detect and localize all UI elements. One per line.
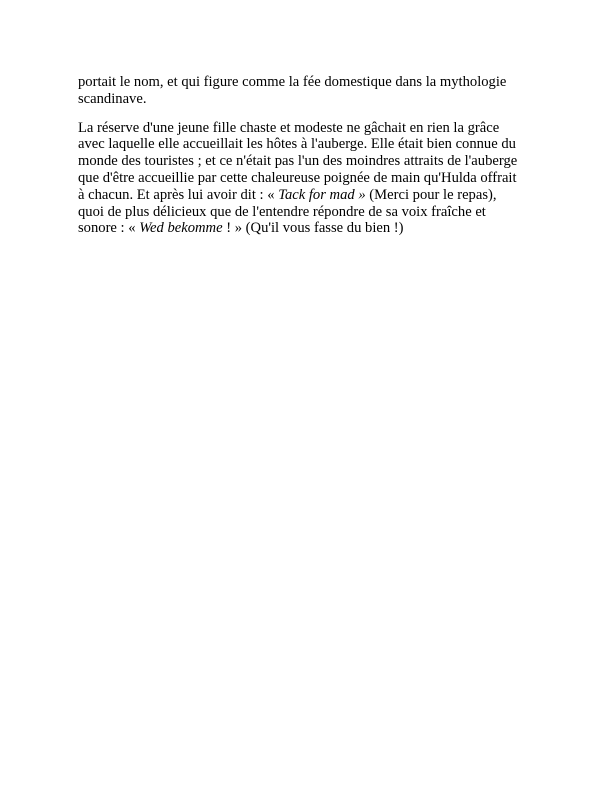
- paragraph-2-line-3: monde des touristes ; et ce n'était pas l'un des moindres attraits de l'auberge: [78, 153, 518, 170]
- paragraph-2-line-7-start: sonore : «: [78, 220, 140, 237]
- paragraph-2-line-5-start: à chacun. Et après lui avoir dit : «: [78, 186, 279, 203]
- paragraph-1: [78, 74, 538, 108]
- paragraph-2-line-7-italic: Wed bekomme: [139, 220, 223, 237]
- paragraph-2-line-5-italic: Tack for mad »: [278, 186, 366, 203]
- paragraph-2-line-1: La réserve d'une jeune fille chaste et modeste ne gâchait en rien la grâce: [78, 119, 500, 136]
- paragraph-2-line-6: quoi de plus délicieux que de l'entendre répondre de sa voix fraîche et: [78, 203, 486, 220]
- paragraph-2: [78, 120, 538, 238]
- paragraph-2-line-2: avec laquelle elle accueillait les hôtes à l'auberge. Elle était bien connue du: [78, 136, 516, 153]
- document-body: [78, 74, 538, 249]
- paragraph-1-line-2: scandinave.: [78, 90, 147, 107]
- paragraph-2-line-7-end: ! » (Qu'il vous fasse du bien !): [222, 220, 404, 237]
- paragraph-2-line-5-end: (Merci pour le repas),: [365, 186, 497, 203]
- paragraph-2-line-4: que d'être accueillie par cette chaleureuse poignée de main qu'Hulda offrait: [78, 169, 517, 186]
- paragraph-1-line-1: portait le nom, et qui figure comme la fée domestique dans la mythologie: [78, 74, 507, 90]
